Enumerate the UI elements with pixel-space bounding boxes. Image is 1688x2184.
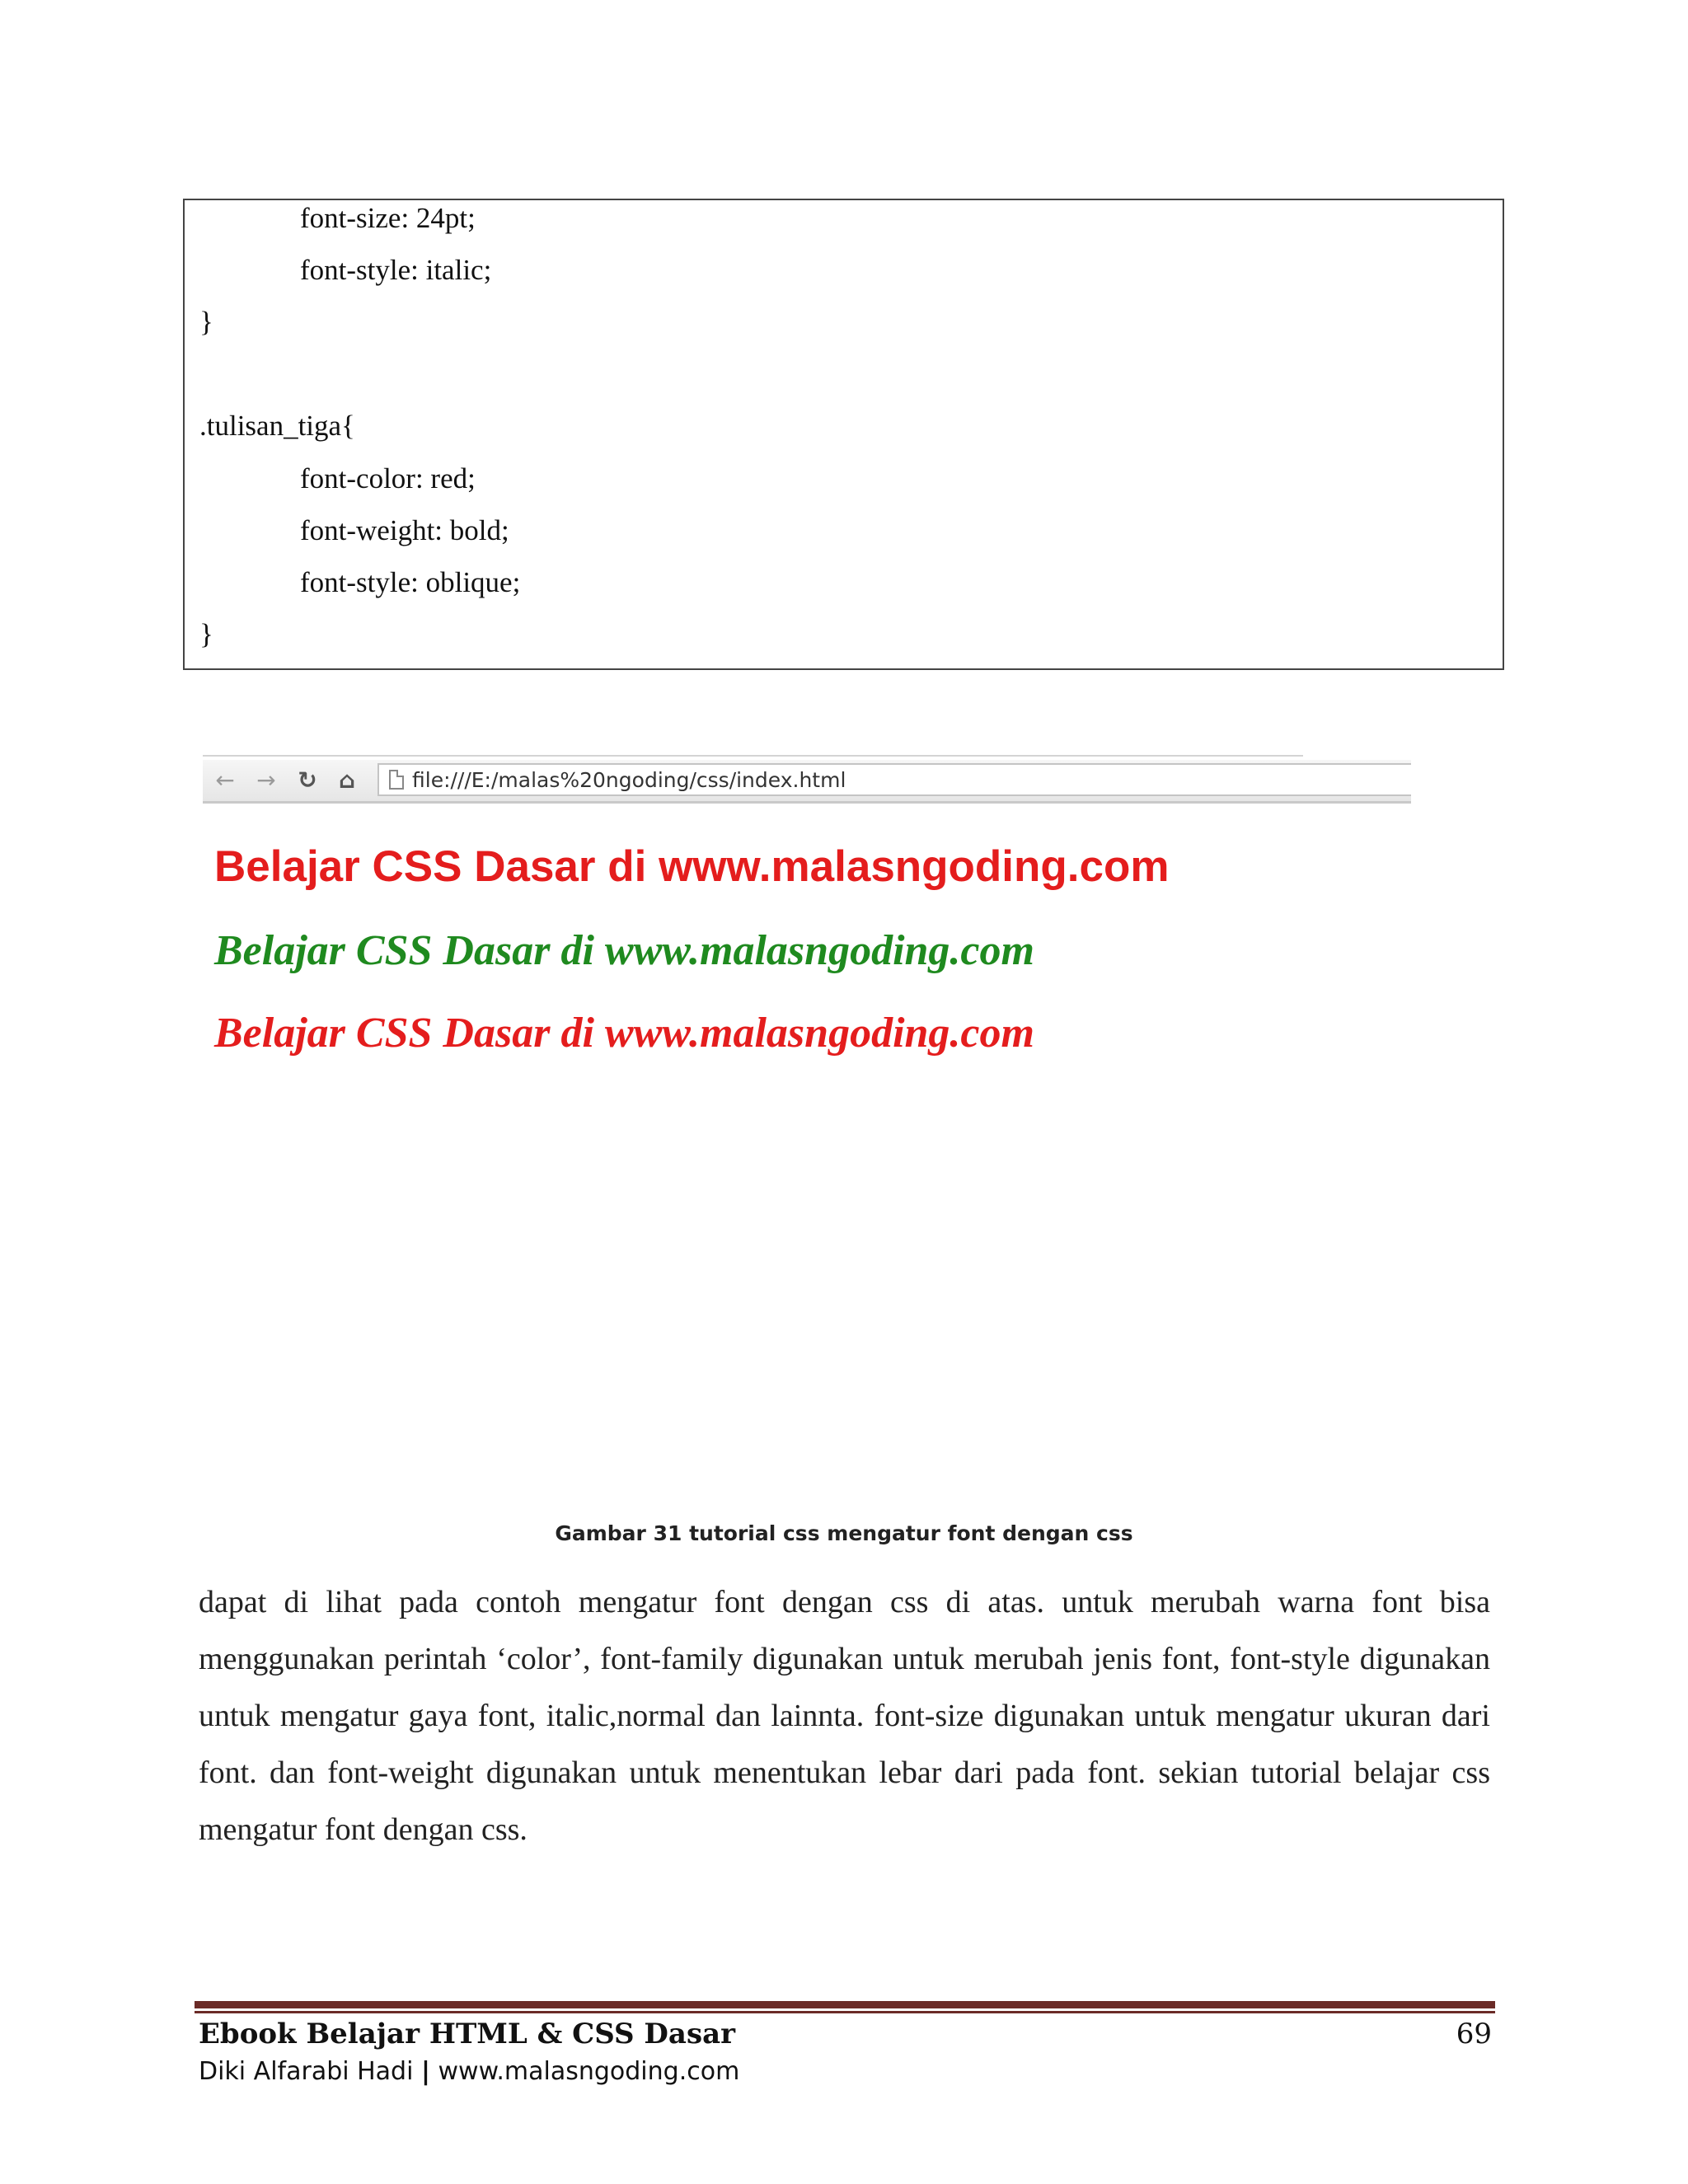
demo-text-oblique-red: Belajar CSS Dasar di www.malasngoding.com (214, 1010, 1034, 1057)
demo-text-italic-green: Belajar CSS Dasar di www.malasngoding.com (214, 927, 1034, 974)
footer-website: www.malasngoding.com (438, 2057, 740, 2086)
code-line: .tulisan_tiga{ (199, 410, 355, 442)
footer-rule-thin (195, 2011, 1495, 2013)
address-bar (377, 763, 1411, 796)
code-line: } (199, 618, 213, 650)
footer-author-line (199, 2055, 739, 2088)
code-line: font-color: red; (300, 462, 476, 494)
back-arrow-icon: ← (215, 766, 235, 794)
footer-separator: | (420, 2057, 430, 2086)
code-line: font-weight: bold; (300, 514, 509, 546)
code-line: font-size: 24pt; (300, 202, 476, 234)
page-icon (389, 770, 404, 790)
code-line: font-style: oblique; (300, 566, 521, 598)
browser-screenshot (203, 755, 1411, 1076)
demo-text-bold-sans: Belajar CSS Dasar di www.malasngoding.com (214, 842, 1170, 891)
figure-caption: Gambar 31 tutorial css mengatur font dengan css (555, 1521, 1133, 1545)
browser-top-border (203, 755, 1303, 757)
forward-arrow-icon: → (256, 766, 276, 794)
code-block (183, 199, 1504, 670)
page-number: 69 (1456, 2018, 1492, 2050)
code-line: font-style: italic; (300, 254, 492, 286)
footer-book-title: Ebook Belajar HTML & CSS Dasar (199, 2018, 736, 2050)
body-paragraph: dapat di lihat pada contoh mengatur font dengan css di atas. untuk merubah warna font bisa menggunakan perintah ‘color’, font-family digunakan untuk merubah jenis font, font-style digunakan untuk mengatur gaya font, italic,normal dan lainnta. font-size digunakan untuk mengatur ukuran dari font. dan font-weight digunakan untuk menentukan lebar dari pada font. sekian tutorial belajar css mengatur font dengan css. (199, 1585, 1490, 1847)
code-line: } (199, 306, 213, 338)
footer-rule (195, 2001, 1495, 2008)
url-text: file:///E:/malas%20ngoding/css/index.html (412, 768, 846, 792)
browser-toolbar (203, 760, 1411, 804)
footer-author: Diki Alfarabi Hadi (199, 2057, 414, 2086)
home-icon: ⌂ (338, 766, 356, 794)
reload-icon: ↻ (298, 766, 317, 794)
